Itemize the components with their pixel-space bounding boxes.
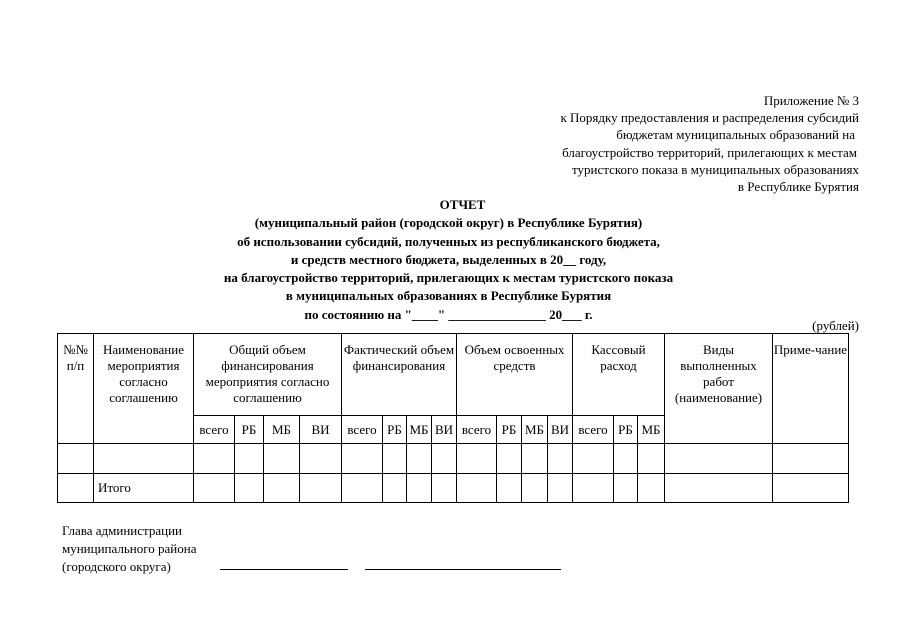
appendix-line: Приложение № 3 [763, 93, 859, 108]
subheader-cell: МБ [522, 416, 548, 444]
table-cell [300, 444, 342, 474]
report-title-line: на благоустройство территорий, прилегающих к местам туристского показа [223, 270, 674, 286]
subheader-cell: всего [342, 416, 383, 444]
table-cell [614, 444, 638, 474]
subheader-cell: всего [457, 416, 497, 444]
appendix-line: туристского показа в муниципальных образованиях [572, 161, 859, 177]
table-cell [194, 474, 235, 503]
report-title-line: (муниципальный район (городской округ) в Республике Бурятия) [254, 215, 643, 231]
table-cell [235, 444, 264, 474]
table-cell [457, 444, 497, 474]
table-cell [457, 474, 497, 503]
header-developed-funds: Объем освоенных средств [457, 334, 573, 416]
subheader-cell: РБ [614, 416, 638, 444]
table-cell [573, 444, 614, 474]
table-cell [58, 474, 94, 503]
header-actual-financing: Фактический объем финансирования [342, 334, 457, 416]
table-cell [522, 474, 548, 503]
subheader-cell: РБ [383, 416, 407, 444]
currency-note: (рублей) [812, 318, 859, 333]
appendix-line: к Порядку предоставления и распределения субсидий [560, 110, 859, 126]
table-cell [383, 444, 407, 474]
signature-line: муниципального района [62, 541, 197, 556]
table-cell [264, 474, 300, 503]
table-cell [94, 444, 194, 474]
table-cell [342, 474, 383, 503]
subheader-cell: ВИ [300, 416, 342, 444]
report-title-main: ОТЧЕТ [439, 197, 486, 212]
signature-blank-line [220, 569, 348, 570]
table-cell [264, 444, 300, 474]
table-cell [665, 444, 773, 474]
appendix-header [560, 92, 859, 195]
table-cell [614, 474, 638, 503]
appendix-line: бюджетам муниципальных образований на [616, 127, 855, 143]
table-cell [300, 474, 342, 503]
table-cell [383, 474, 407, 503]
subheader-cell: ВИ [432, 416, 457, 444]
total-label: Итого [94, 474, 194, 503]
table-cell [548, 444, 573, 474]
report-title [0, 196, 905, 324]
table-cell [665, 474, 773, 503]
signature-block [62, 522, 196, 576]
subheader-cell: всего [194, 416, 235, 444]
table-cell [407, 444, 432, 474]
header-total-financing: Общий объем финансирования мероприятия согласно соглашению [194, 334, 342, 416]
table-cell [432, 474, 457, 503]
table-total-row [58, 474, 849, 503]
table-cell [58, 444, 94, 474]
signature-line: (городского округа) [62, 559, 171, 574]
table-cell [548, 474, 573, 503]
table-header-row [58, 334, 849, 416]
table-cell [235, 474, 264, 503]
signature-line: Глава администрации [62, 523, 183, 538]
report-title-line: и средств местного бюджета, выделенных в 20__ году, [290, 251, 607, 267]
table-cell [497, 444, 522, 474]
header-note: Приме-чание [773, 334, 849, 444]
appendix-line: в Республике Бурятия [737, 179, 859, 195]
table-cell [194, 444, 235, 474]
name-blank-line [365, 569, 561, 570]
subheader-cell: МБ [638, 416, 665, 444]
table-cell [773, 474, 849, 503]
header-works: Виды выполненных работ (наименование) [665, 334, 773, 444]
table-cell [522, 444, 548, 474]
table-cell [573, 474, 614, 503]
table-cell [432, 444, 457, 474]
subheader-cell: всего [573, 416, 614, 444]
report-title-line: в муниципальных образованиях в Республике Бурятия [285, 288, 612, 304]
table-cell [407, 474, 432, 503]
report-table [57, 333, 849, 503]
subheader-cell: МБ [407, 416, 432, 444]
appendix-line: благоустройство территорий, прилегающих к местам [562, 144, 857, 160]
table-cell [773, 444, 849, 474]
header-name: Наименование мероприятия согласно соглашению [94, 334, 194, 444]
header-cash-expense: Кассовый расход [573, 334, 665, 416]
table-cell [638, 444, 665, 474]
table-row [58, 444, 849, 474]
table-cell [497, 474, 522, 503]
report-date-line: по состоянию на "____" _______________ 20___ г. [304, 306, 593, 322]
subheader-cell: МБ [264, 416, 300, 444]
header-num: №№ п/п [58, 334, 94, 444]
subheader-cell: РБ [235, 416, 264, 444]
report-title-line: об использовании субсидий, полученных из республиканского бюджета, [237, 233, 660, 249]
table-cell [638, 474, 665, 503]
table-cell [342, 444, 383, 474]
subheader-cell: РБ [497, 416, 522, 444]
subheader-cell: ВИ [548, 416, 573, 444]
